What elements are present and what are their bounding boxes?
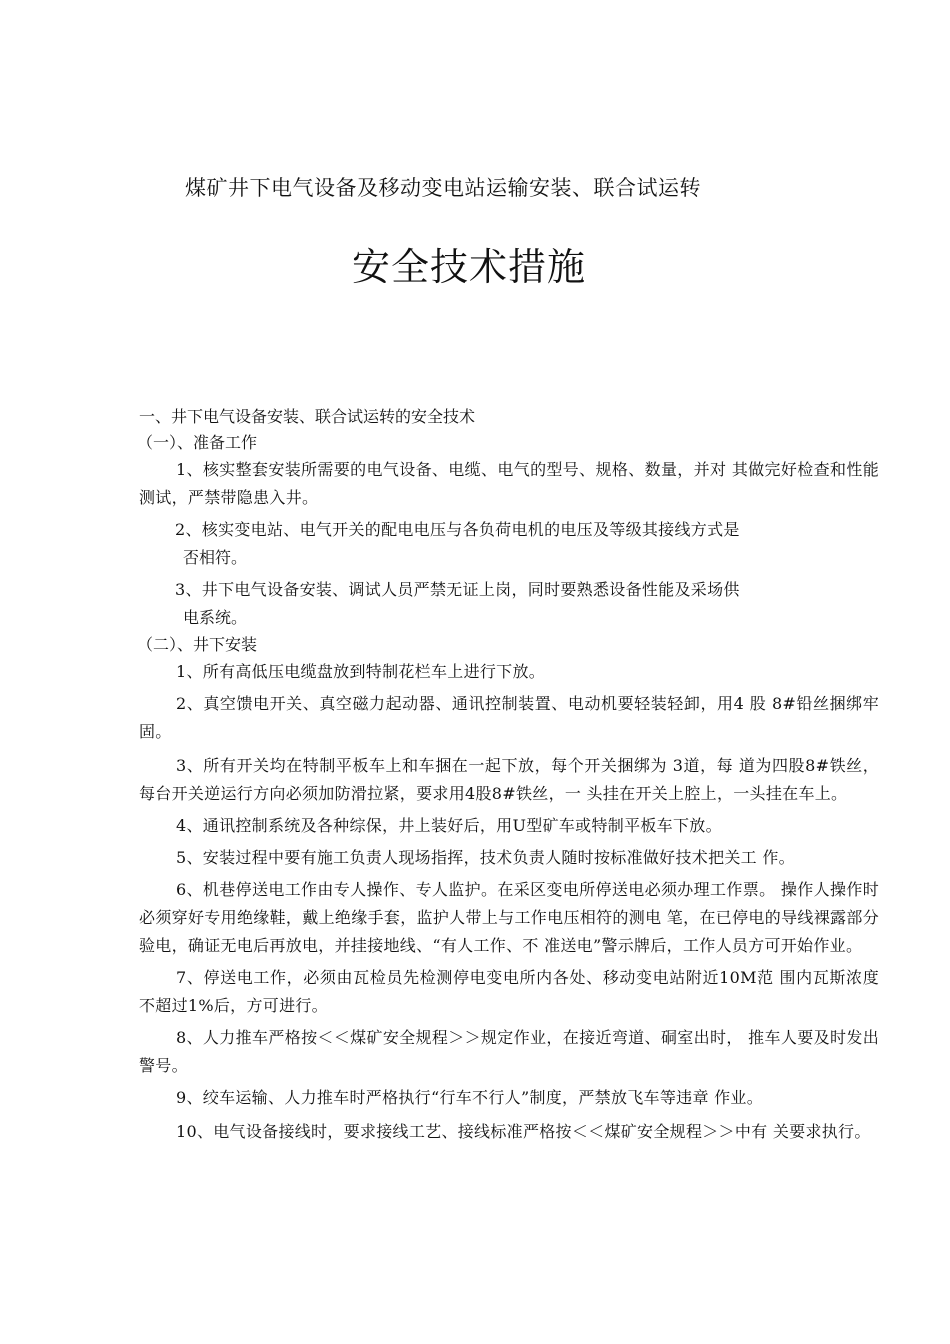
install-item-8: 8、人力推车严格按＜＜煤矿安全规程＞＞规定作业，在接近弯道、硐室出时， 推车人要及时发出警号。 [139, 1028, 879, 1075]
install-item-4: 4、通讯控制系统及各种综保，井上装好后，用U型矿车或特制平板车下放。 [176, 816, 722, 835]
document-title: 煤矿井下电气设备及移动变电站运输安装、联合试运转 [185, 176, 701, 200]
prep-item-3: 3、井下电气设备安装、调试人员严禁无证上岗，同时要熟悉设备性能及采场供 [175, 580, 740, 599]
prep-item-2-continued: 否相符。 [183, 548, 248, 567]
install-item-7: 7、停送电工作，必须由瓦检员先检测停电变电所内各处、移动变电站附近10M范 围内瓦斯浓度不超过1%后，方可进行。 [139, 968, 879, 1015]
document-subtitle: 安全技术措施 [351, 245, 586, 289]
install-item-6: 6、机巷停送电工作由专人操作、专人监护。在采区变电所停送电必须办理工作票。 操作人操作时必须穿好专用绝缘鞋，戴上绝缘手套，监护人带上与工作电压相符的测电 笔，在已停电的导线裸露部分验电，确证无电后再放电，并挂接地线、“有人工作、不 准送电”警示牌后，工作人员方可开始作业。 [139, 880, 879, 955]
prep-item-3-continued: 电系统。 [183, 608, 248, 627]
subsection-heading-installation: （二）、井下安装 [137, 635, 258, 654]
document-body [139, 404, 879, 1146]
install-item-9: 9、绞车运输、人力推车时严格执行“行车不行人”制度，严禁放飞车等违章 作业。 [176, 1088, 764, 1107]
prep-item-2: 2、核实变电站、电气开关的配电电压与各负荷电机的电压及等级其接线方式是 [175, 520, 740, 539]
install-item-2: 2、真空馈电开关、真空磁力起动器、通讯控制装置、电动机要轻装轻卸，用4 股 8#铅丝捆绑牢固。 [139, 694, 879, 741]
install-item-10: 10、电气设备接线时，要求接线工艺、接线标准严格按＜＜煤矿安全规程＞＞中有 关要求执行。 [176, 1122, 871, 1141]
install-item-3: 3、所有开关均在特制平板车上和车捆在一起下放，每个开关捆绑为 3道，每 道为四股8#铁丝，每台开关逆运行方向必须加防滑拉紧，要求用4股8#铁丝，一 头挂在开关上腔上，一头挂在车上。 [139, 756, 879, 803]
prep-item-1: 1、核实整套安装所需要的电气设备、电缆、电气的型号、规格、数量，并对 其做完好检查和性能测试，严禁带隐患入井。 [139, 460, 879, 507]
subsection-heading-preparation: （一）、准备工作 [137, 433, 258, 452]
install-item-1: 1、所有高低压电缆盘放到特制花栏车上进行下放。 [176, 662, 546, 681]
install-item-5: 5、安装过程中要有施工负责人现场指挥，技术负责人随时按标准做好技术把关工 作。 [176, 848, 795, 867]
section-heading-1: 一、井下电气设备安装、联合试运转的安全技术 [139, 407, 476, 426]
